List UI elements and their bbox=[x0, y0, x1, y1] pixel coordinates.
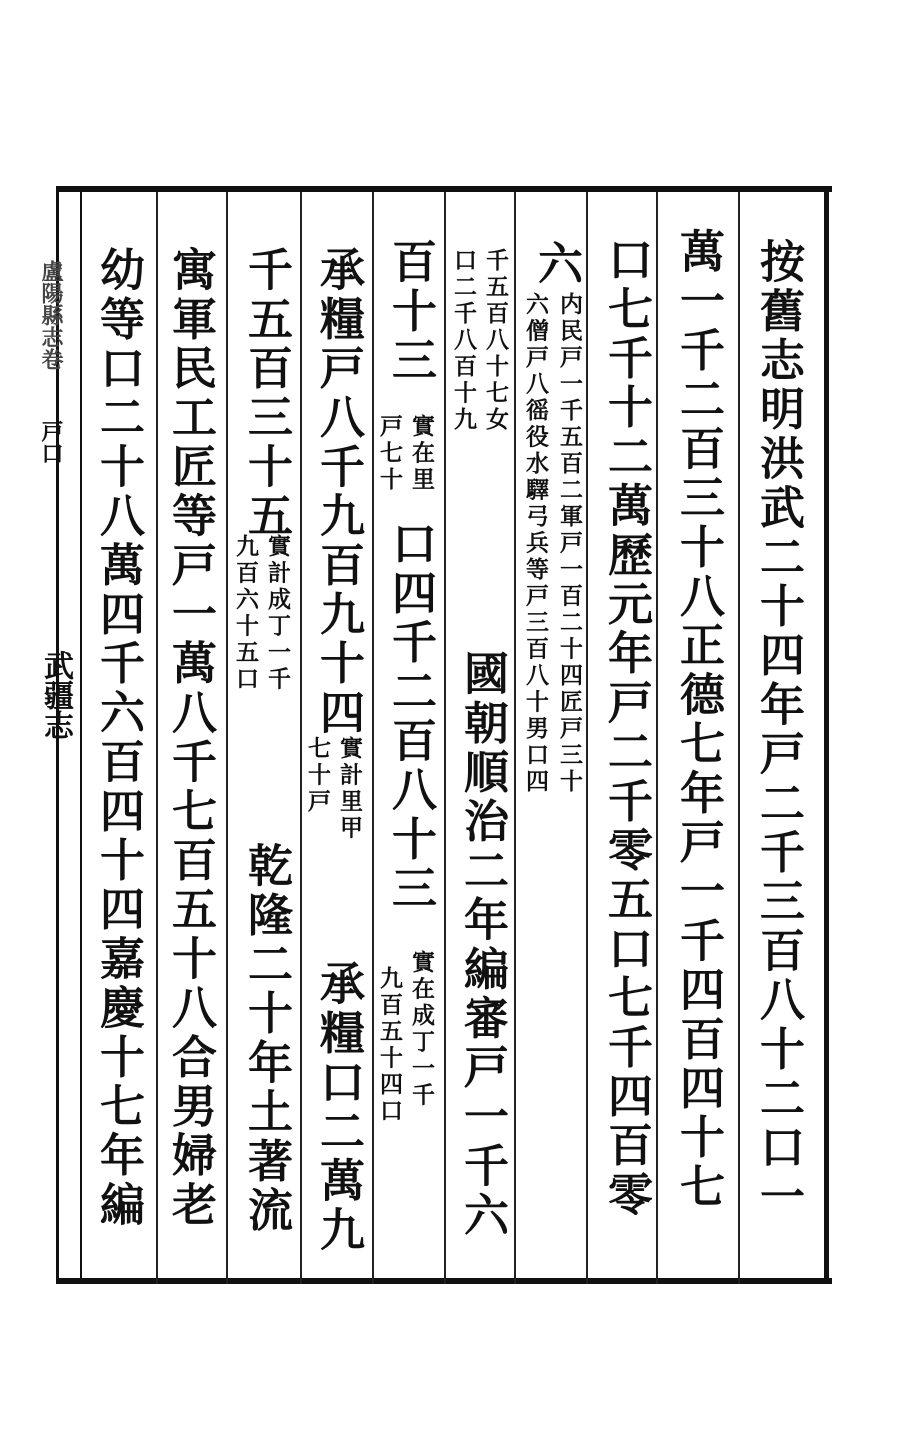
fold-line bbox=[80, 192, 82, 1284]
margin-folio: 武疆志 bbox=[38, 650, 73, 740]
text-column-6-tail: 口四千二百八十三 bbox=[384, 520, 437, 914]
column-rule bbox=[156, 192, 158, 1284]
text-column-4-sub-left: 六僧戸八徭役水驛弓兵等戸三百八十男口四 bbox=[522, 292, 549, 796]
text-column-7-tail: 承糧口二萬九 bbox=[312, 960, 365, 1256]
column-rule bbox=[300, 192, 302, 1284]
column-rule bbox=[372, 192, 374, 1284]
text-column-6-head: 百十三 bbox=[384, 238, 437, 386]
column-rule bbox=[514, 192, 516, 1284]
text-column-6-sub-left: 戸七十 bbox=[376, 414, 403, 494]
text-column-8-sub-left: 九百六十五口 bbox=[232, 534, 259, 693]
text-column-6-sub2-left: 九百五十四口 bbox=[376, 966, 403, 1125]
column-rule bbox=[656, 192, 658, 1284]
text-column-7-head: 承糧戸八千九百九十四 bbox=[312, 246, 365, 738]
margin-title: 盧陽縣志卷 bbox=[38, 260, 64, 370]
text-column-3: 口七千十二萬歷元年戸二千零五口七千四百零 bbox=[600, 236, 653, 1220]
text-column-6-sub-right: 實在里 bbox=[408, 414, 435, 494]
text-column-5-main: 國朝順治二年編審戸一千六 bbox=[456, 650, 509, 1241]
text-column-7-sub-left: 七十戸 bbox=[304, 736, 331, 816]
text-column-8-tail: 乾隆二十年土著流 bbox=[240, 842, 293, 1236]
text-column-6-sub2-right: 實在成丁一千 bbox=[408, 950, 435, 1109]
text-column-8-sub-right: 實計成丁一千 bbox=[264, 534, 291, 693]
text-column-7-sub-right: 實計里甲 bbox=[336, 736, 363, 842]
column-rule bbox=[444, 192, 446, 1284]
text-column-4-head: 六 bbox=[530, 240, 583, 290]
column-rule bbox=[738, 192, 740, 1284]
text-column-2: 萬一千二百三十八正德七年戸一千四百四十七 bbox=[672, 228, 725, 1212]
column-rule bbox=[226, 192, 228, 1284]
text-column-8-head: 千五百三十五 bbox=[240, 246, 293, 542]
text-column-5-left: 口二千八百十九 bbox=[450, 248, 477, 434]
text-column-5-right: 千五百八十七女 bbox=[482, 248, 509, 434]
margin-section: 戸口 bbox=[38, 420, 64, 464]
text-column-1: 按舊志明洪武二十四年戸二千三百八十二口一 bbox=[752, 238, 805, 1222]
right-border bbox=[824, 186, 829, 1284]
column-rule bbox=[586, 192, 588, 1284]
text-column-4-sub-right: 内民戸一千五百二軍戸一百二十四匠戸三十 bbox=[556, 292, 583, 796]
text-column-10: 幼等口二十八萬四千六百四十四嘉慶十七年編 bbox=[92, 246, 145, 1230]
text-column-9: 寓軍民工匠等戸一萬八千七百五十八合男婦老 bbox=[164, 246, 217, 1230]
